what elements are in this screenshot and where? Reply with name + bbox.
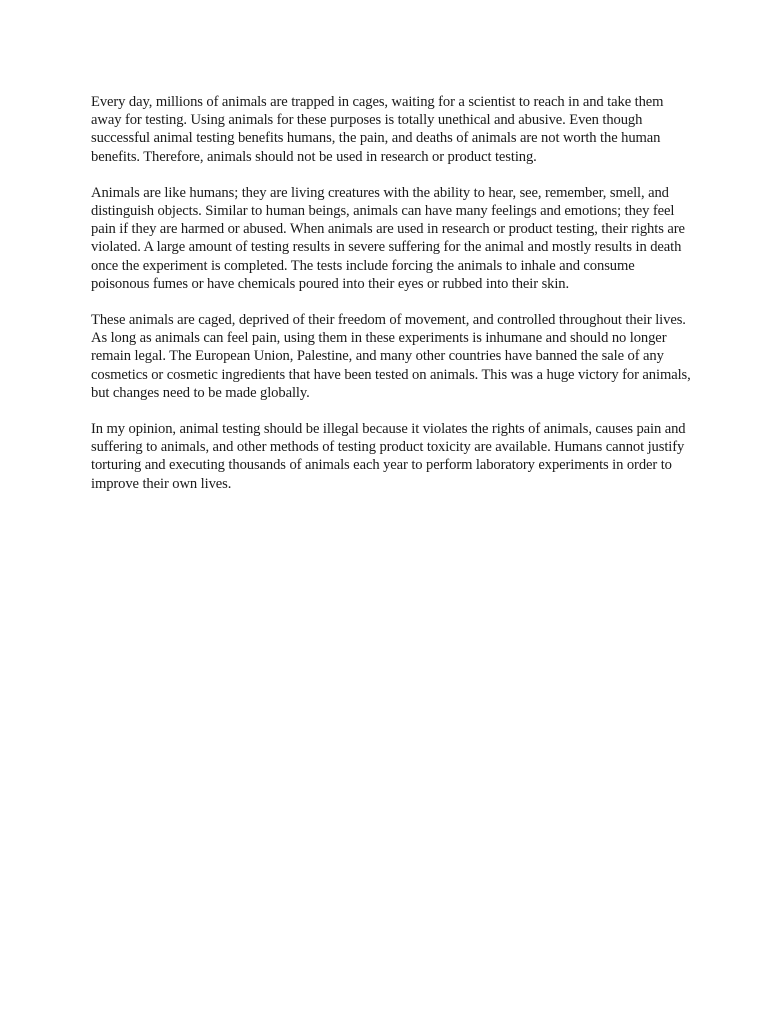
paragraph-4: In my opinion, animal testing should be illegal because it violates the rights of animals, causes pain and suffering to animals, and other methods of testing product toxicity are available. Humans cannot justify torturing and executing thousands of animals each year to perform laboratory experiments in order to improve their own lives.	[91, 421, 686, 492]
paragraph-2: Animals are like humans; they are living creatures with the ability to hear, see, remember, smell, and distinguish objects. Similar to human beings, animals can have many feelings and emotions; they feel pain if they are harmed or abused. When animals are used in research or product testing, their rights are violated. A large amount of testing results in severe suffering for the animal and mostly results in death once the experiment is completed. The tests include forcing the animals to inhale and consume poisonous fumes or have chemicals poured into their eyes or rubbed into their skin.	[91, 184, 685, 292]
paragraph-1: Every day, millions of animals are trapped in cages, waiting for a scientist to reach in and take them away for testing. Using animals for these purposes is totally unethical and abusive. Even though successful animal testing benefits humans, the pain, and deaths of animals are not worth the human benefits. Therefore, animals should not be used in research or product testing.	[91, 94, 664, 165]
document-body	[91, 93, 691, 511]
paragraph-3: These animals are caged, deprived of their freedom of movement, and controlled throughout their lives. As long as animals can feel pain, using them in these experiments is inhumane and should no longer remain legal. The European Union, Palestine, and many other countries have banned the sale of any cosmetics or cosmetic ingredients that have been tested on animals. This was a huge victory for animals, but changes need to be made globally.	[91, 312, 691, 401]
